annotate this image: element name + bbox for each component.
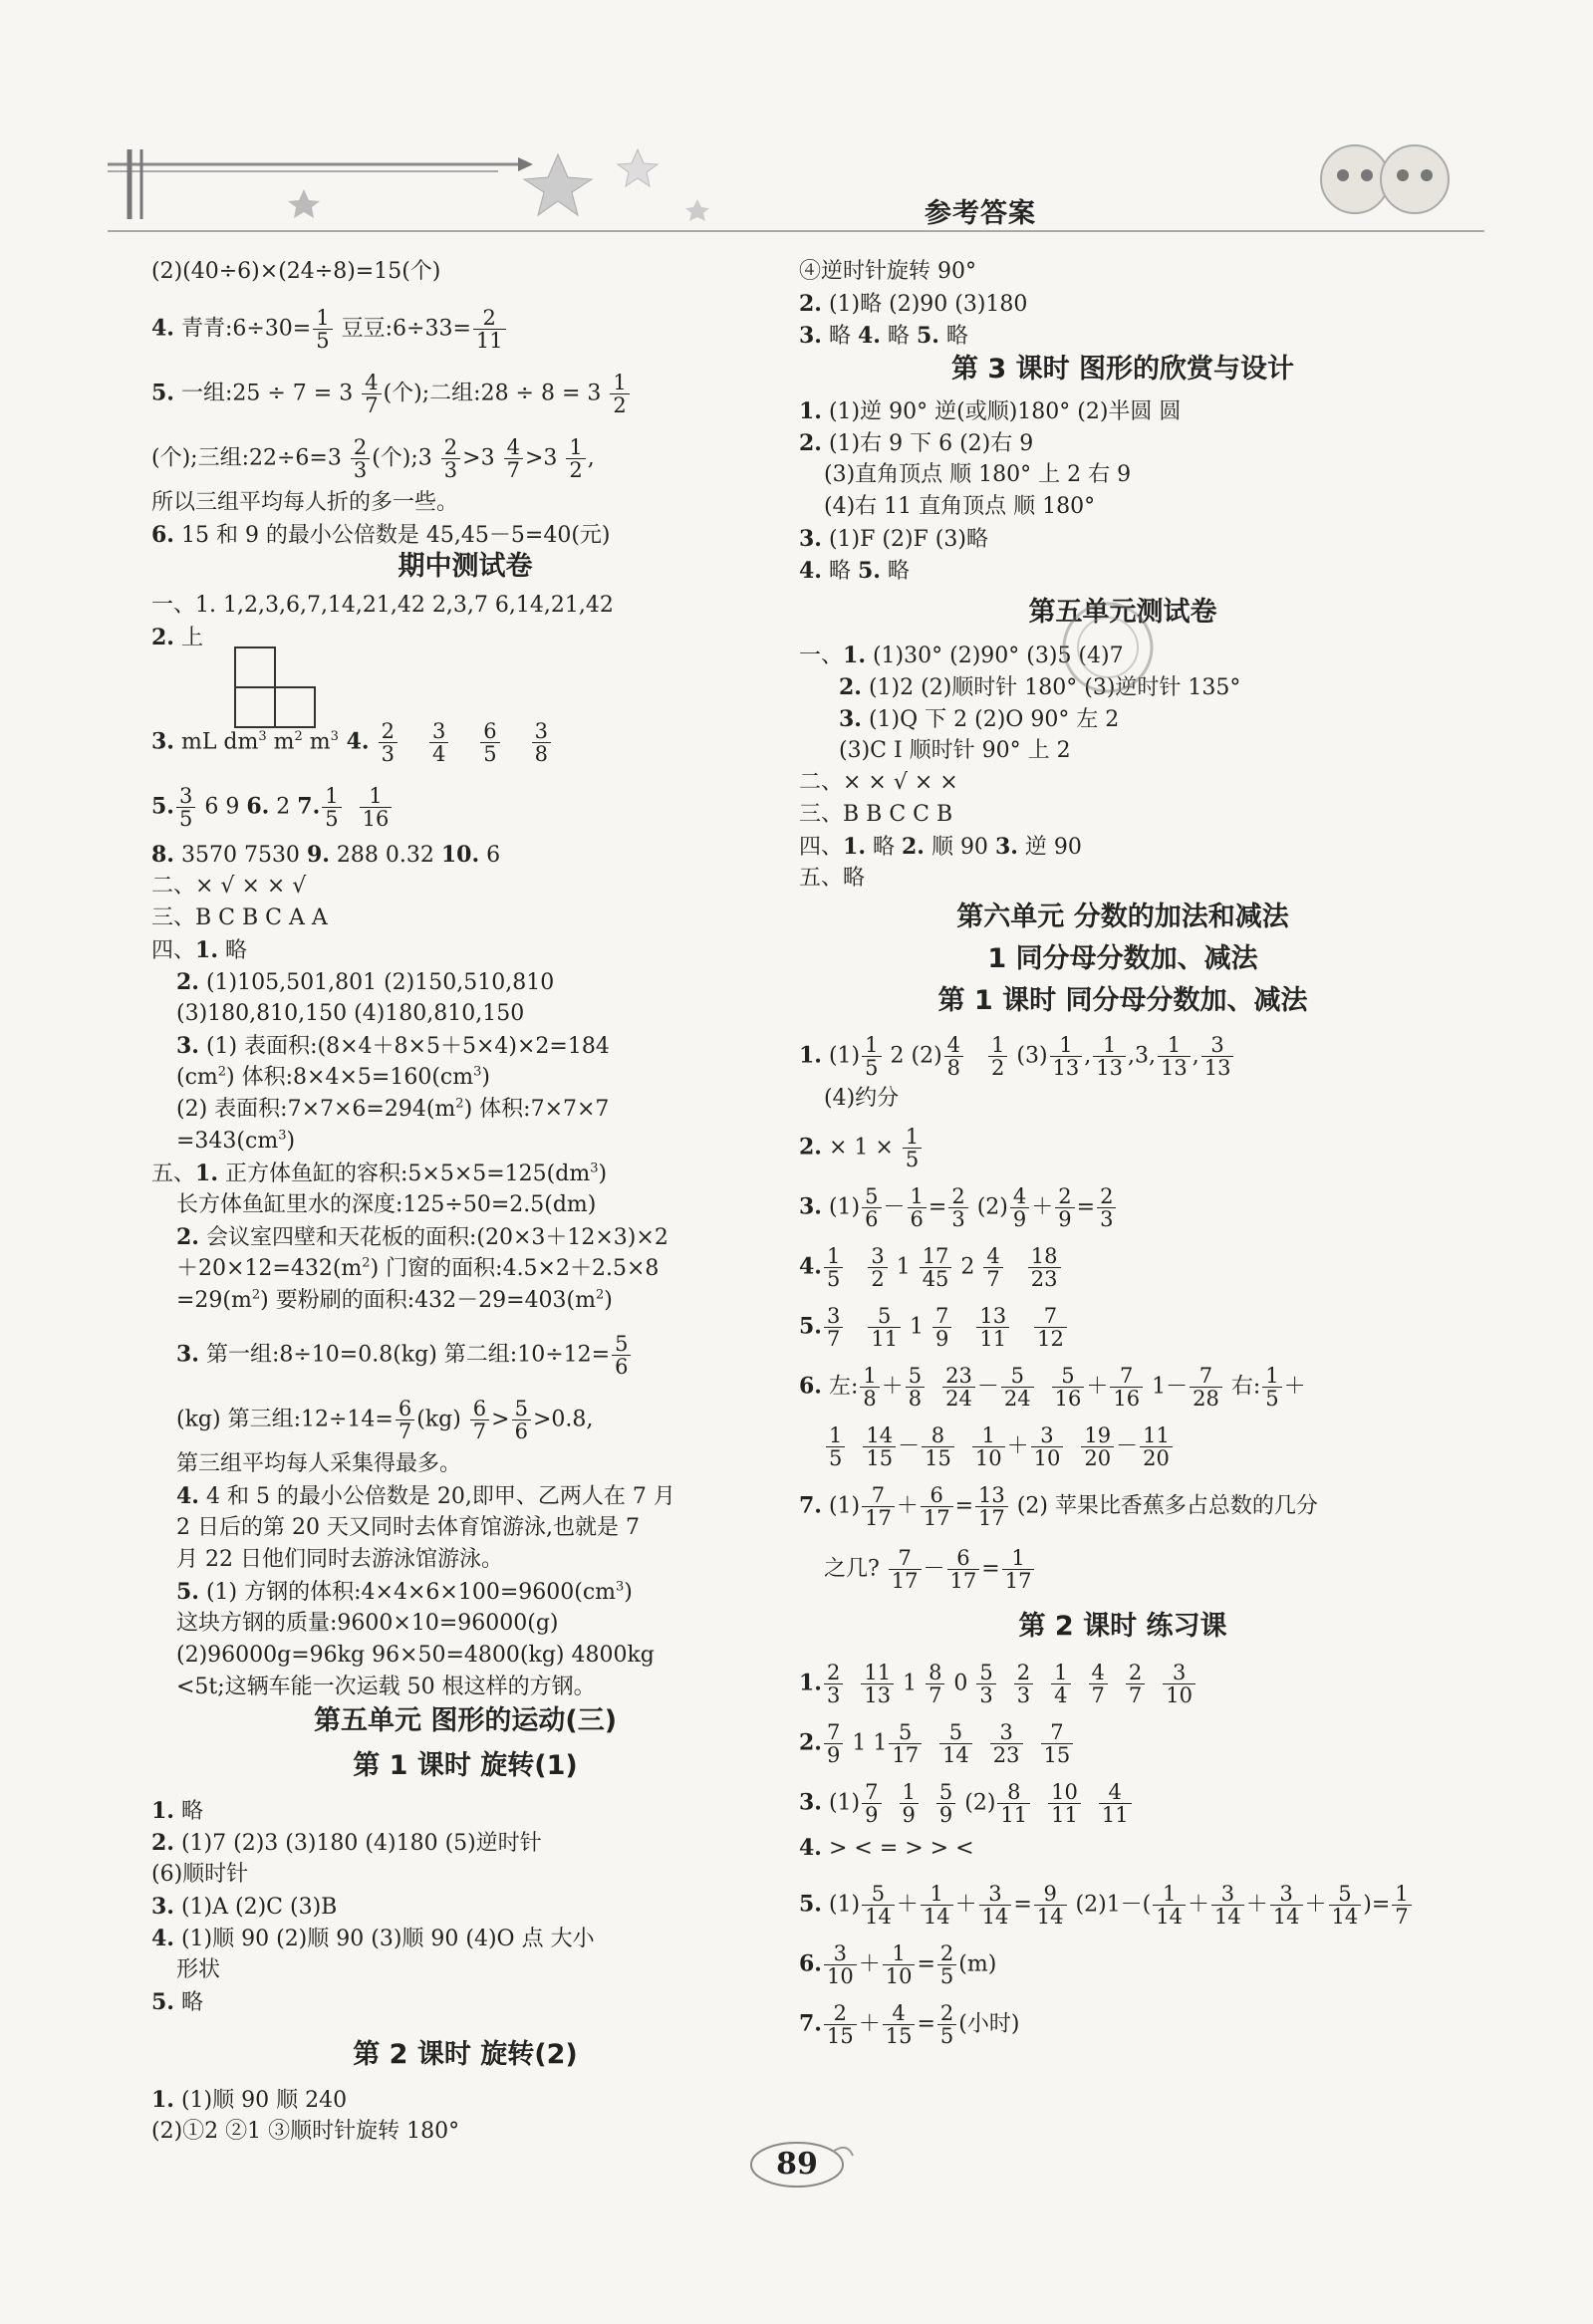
answer-line: 2. (1)2 (2)顺时针 180° (3)逆时针 135°: [839, 674, 1241, 700]
answer-line: 二、× × √ × ×: [799, 770, 958, 795]
answer-line: 2. (1)7 (2)3 (3)180 (4)180 (5)逆时针: [151, 1830, 542, 1856]
section-heading: 第五单元测试卷: [1028, 597, 1217, 628]
section-subheading: 1 同分母分数加、减法: [987, 943, 1258, 974]
answer-line: 2. 上: [151, 623, 203, 702]
lesson-heading: 第 3 课时 图形的欣赏与设计: [951, 354, 1294, 385]
answer-line: 一、1. 1,2,3,6,7,14,21,42 2,3,7 6,14,21,42: [151, 593, 614, 618]
answer-line: 5. 一组:25 ÷ 7 = 3 $\frac{4}{7}$ (个);二组:28 ÷ 8 = 3 $\frac{1}{2}$: [151, 372, 632, 416]
header-decoration: [0, 0, 1593, 249]
answer-line: 7. (1) $\frac{7}{17}$ ＋ $\frac{6}{17}$ = $\frac{13}{17}$ (2) 苹果比香蕉多占总数的几分: [799, 1483, 1318, 1530]
answer-line: 1. $\frac{2}{3}$ $\frac{11}{13}$ 1 $\frac{8}{7}$ 0 $\frac{5}{3}$ $\frac{2}{3}$ $\frac{1}{4}$ $\frac{4}{7}$ $\frac{2}{7}$ $\frac{3}{10}$: [799, 1662, 1197, 1706]
answer-line: 5. (1) $\frac{5}{14}$ ＋ $\frac{1}{14}$ ＋ $\frac{3}{14}$ = $\frac{9}{14}$ (2)1－( $\frac{1}{14}$ ＋ $\frac{3}{14}$ ＋ $\frac{3}{14}$ ＋ $\frac{5}{14}$ )= $\frac{1}{7}$: [799, 1883, 1414, 1928]
answer-line: $(cm^2)$ 体积$:8\times 4\times 5=160(cm^3)$: [176, 1064, 490, 1090]
page-number: 89: [737, 2130, 857, 2199]
answer-line: 5. (1) 方钢的体积$:4\times 4\times 6\times 100=9600(cm^3)$: [176, 1579, 633, 1605]
answer-line: $\frac{1}{5}$ $\frac{14}{15}$ － $\frac{8}{15}$ $\frac{1}{10}$ ＋ $\frac{3}{10}$ $\frac{19}{20}$ － $\frac{11}{20}$: [824, 1424, 1175, 1469]
section-heading: 第五单元 图形的运动(三): [313, 1705, 618, 1736]
answer-line: $=343(cm^3)$: [176, 1128, 296, 1154]
answer-line: 7. $\frac{2}{15}$ ＋ $\frac{4}{15}$ = $\frac{2}{5}$ (小时): [799, 2001, 1020, 2048]
answer-line: 3. 第一组:8÷10=0.8(kg) 第二组:10÷12= $\frac{5}{6}$: [176, 1333, 633, 1378]
lesson-heading: 第 1 课时 旋转(1): [353, 1750, 578, 1781]
answer-line: $=29(m^2)$ 要粉刷的面积$:432-29=403(m^2)$: [176, 1287, 613, 1313]
answer-line: (4)右 11 直角顶点 顺 180°: [824, 494, 1096, 519]
answer-line: 3. 略 4. 略 5. 略: [799, 323, 968, 349]
answer-line: 5. $\frac{3}{7}$ $\frac{5}{11}$ 1 $\frac{7}{9}$ $\frac{13}{11}$ $\frac{7}{12}$: [799, 1305, 1069, 1350]
answer-line: 4. (1)顺 90 (2)顺 90 (3)顺 90 (4)O 点 大小: [151, 1926, 595, 1951]
answer-line: 3. (1) $\frac{5}{6}$ － $\frac{1}{6}$ = $\frac{2}{3}$ (2) $\frac{4}{9}$ ＋ $\frac{2}{9}$ = $\frac{2}{3}$: [799, 1185, 1118, 1230]
answer-line: 一、1. (1)30° (2)90° (3)5 (4)7: [799, 643, 1124, 668]
answer-line: 2. (1)右 9 下 6 (2)右 9: [799, 430, 1034, 456]
answer-line: ④逆时针旋转 90°: [799, 259, 976, 284]
answer-line: 月 22 日他们同时去游泳馆游泳。: [176, 1547, 503, 1572]
answer-line: 之几? $\frac{7}{17}$ － $\frac{6}{17}$ = $\frac{1}{17}$: [824, 1547, 1036, 1592]
answer-line: 形状: [176, 1957, 221, 1982]
answer-line: 6. 左: $\frac{1}{8}$ ＋ $\frac{5}{8}$ $\frac{23}{24}$ － $\frac{5}{24}$ $\frac{5}{16}$ ＋ $\frac{7}{16}$ 1－ $\frac{7}{28}$ 右: $\frac{1}{5}$ ＋: [799, 1364, 1306, 1411]
answer-line: (2)(40÷6)×(24÷8)=15(个): [151, 259, 441, 284]
answer-line: 3. (1) 表面积:(8×4＋8×5＋5×4)×2=184: [176, 1033, 610, 1059]
answer-line: 三、B B C C B: [799, 802, 953, 827]
answer-line: 4. > < = > > <: [799, 1835, 974, 1861]
answer-line: 3. (1)Q 下 2 (2)O 90° 左 2: [839, 706, 1120, 732]
page-header: [0, 0, 1593, 249]
answer-line: 5. $\frac{3}{5}$ 6 9 6. 2 7. $\frac{1}{5}$ $\frac{1}{16}$: [151, 785, 394, 830]
answer-line: 8. 3570 7530 9. 288 0.32 10. 6: [151, 842, 501, 868]
lesson-heading: 第 2 课时 练习课: [1018, 1611, 1227, 1642]
answer-line: 2. 会议室四壁和天花板的面积:(20×3＋12×3)×2: [176, 1224, 668, 1250]
answer-line: 五、略: [799, 866, 866, 891]
answer-line: <5t;这辆车能一次运载 50 根这样的方钢。: [176, 1675, 596, 1699]
answer-line: (3)C I 顺时针 90° 上 2: [839, 738, 1071, 763]
answer-line: (2) 表面积$:7\times 7\times 6=294(m^2)$ 体积:7×7×7: [176, 1096, 610, 1122]
answer-line: 1. (1)顺 90 顺 240: [151, 2087, 348, 2113]
answer-line: 这块方钢的质量:9600×10=96000(g): [176, 1611, 559, 1636]
answer-line: 3. (1)F (2)F (3)略: [799, 526, 988, 552]
answer-line: 3. (1)A (2)C (3)B: [151, 1894, 338, 1920]
answer-line: 2 日后的第 20 天又同时去体育馆游泳,也就是 7: [176, 1515, 640, 1540]
answer-line: (6)顺时针: [151, 1862, 249, 1887]
answer-line: (kg) 第三组:12÷14= $\frac{6}{7}$ (kg) $\frac{6}{7}$ > $\frac{5}{6}$ >0.8,: [176, 1397, 594, 1443]
answer-line: 4. $\frac{1}{5}$ $\frac{3}{2}$ 1 $\frac{17}{45}$ 2 $\frac{4}{7}$ $\frac{18}{23}$: [799, 1245, 1063, 1290]
answer-line: (2)①2 ②1 ③顺时针旋转 180°: [151, 2119, 460, 2144]
answer-line: 所以三组平均每人折的多一些。: [151, 490, 459, 515]
answer-line: 1. (1) $\frac{1}{5}$ 2 (2) $\frac{4}{8}$ $\frac{1}{2}$ (3) $\frac{1}{13}$ , $\frac{1}{13}$ ,3, $\frac{1}{13}$ , $\frac{3}{13}$: [799, 1034, 1235, 1079]
page-title: 参考答案: [925, 198, 1036, 229]
answer-line: 1. (1)逆 90° 逆(或顺)180° (2)半圆 圆: [799, 398, 1182, 424]
answer-line: (2)96000g=96kg 96×50=4800(kg) 4800kg: [176, 1643, 655, 1668]
answer-line: 二、× √ × × √: [151, 874, 307, 899]
answer-line: 4. 青青:6÷30= $\frac{1}{5}$ 豆豆:6÷33= $\frac{2}{11}$: [151, 307, 508, 352]
answer-line: 3. (1) $\frac{7}{9}$ $\frac{1}{9}$ $\frac{5}{9}$ (2) $\frac{8}{11}$ $\frac{10}{11}$ $\frac{4}{11}$: [799, 1781, 1134, 1826]
answer-line: 2. $\frac{7}{9}$ 1 1 $\frac{5}{17}$ $\frac{5}{14}$ $\frac{3}{23}$ $\frac{7}{15}$: [799, 1721, 1075, 1766]
answer-line: (3)180,810,150 (4)180,810,150: [176, 1001, 525, 1026]
answer-line: 四、1. 略: [151, 937, 247, 963]
answer-line: 五、1. 正方体鱼缸的容积$:5\times 5\times 5=125(dm^3)$: [151, 1161, 608, 1186]
answer-line: 2. × 1 × $\frac{1}{5}$: [799, 1126, 924, 1170]
answer-line: 6. $\frac{3}{10}$ ＋ $\frac{1}{10}$ = $\frac{2}{5}$ (m): [799, 1941, 997, 1988]
stamp-mark: [1058, 598, 1158, 697]
section-heading: 期中测试卷: [398, 551, 533, 582]
answer-line: (4)约分: [824, 1086, 900, 1111]
answer-line: 4. 略 5. 略: [799, 558, 910, 584]
answer-line: 长方体鱼缸里水的深度:125÷50=2.5(dm): [176, 1192, 597, 1217]
lesson-heading: 第 1 课时 同分母分数加、减法: [937, 985, 1308, 1016]
answer-line: 第三组平均每人采集得最多。: [176, 1451, 462, 1476]
answer-line: 4. 4 和 5 的最小公倍数是 20,即甲、乙两人在 7 月: [176, 1483, 675, 1509]
answer-line: (3)直角顶点 顺 180° 上 2 右 9: [824, 462, 1132, 487]
answer-line: $+20\times 12=432(m^2)$ 门窗的面积:4.5×2＋2.5×8: [176, 1255, 660, 1281]
answer-line: 四、1. 略 2. 顺 90 3. 逆 90: [799, 834, 1082, 860]
answer-line: 3. mL $dm^3$ $m^2$ $m^3$ 4. $\frac{2}{3}$ $\frac{3}{4}$ $\frac{6}{5}$ $\frac{3}{8}$: [151, 720, 553, 765]
answer-line: 2. (1)略 (2)90 (3)180: [799, 291, 1028, 317]
answer-line: 6. 15 和 9 的最小公倍数是 45,45－5=40(元): [151, 522, 611, 548]
answer-line: 三、B C B C A A: [151, 905, 328, 930]
answer-line: 5. 略: [151, 1989, 203, 2015]
answer-line: (个);三组:22÷6=3 $\frac{2}{3}$ (个);3 $\frac{2}{3}$ >3 $\frac{4}{7}$ >3 $\frac{1}{2}$ ,: [151, 435, 595, 482]
lesson-heading: 第 2 课时 旋转(2): [353, 2039, 578, 2070]
section-heading: 第六单元 分数的加法和减法: [956, 902, 1289, 932]
answer-line: 2. (1)105,501,801 (2)150,510,810: [176, 969, 555, 995]
answer-line: 1. 略: [151, 1798, 203, 1824]
